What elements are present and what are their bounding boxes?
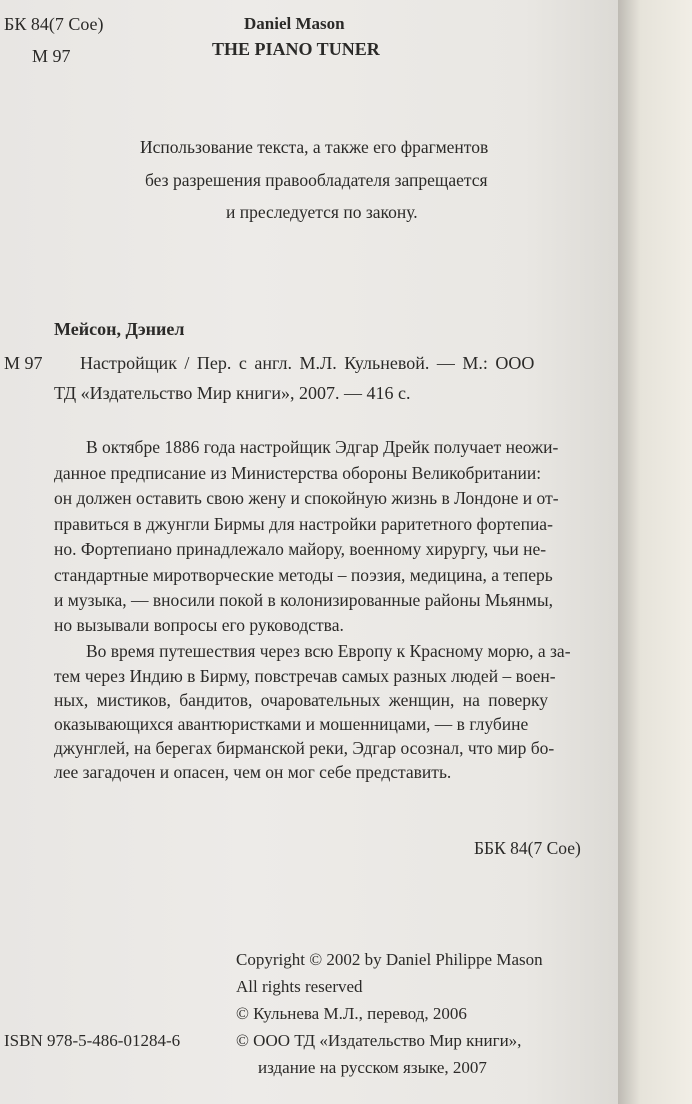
annotation-p1-line-6: стандартные миротворческие методы – поэзия, медицина, а теперь (54, 565, 553, 585)
isbn: ISBN 978-5-486-01284-6 (4, 1031, 181, 1050)
notice-line-1: Использование текста, а также его фрагментов (140, 137, 489, 157)
annotation-p2-line-1: Во время путешествия через всю Европу к Красному морю, а за- (86, 641, 571, 661)
copyright-line-1: Copyright © 2002 by Daniel Philippe Mason (236, 950, 543, 969)
annotation-p1-line-4: правиться в джунгли Бирмы для настройки раритетного фортепиа- (54, 514, 553, 534)
annotation-p2-line-4: оказывающихся авантюристками и мошенницами, — в глубине (54, 714, 529, 734)
annotation-p2-line-5: джунглей, на берегах бирманской реки, Эдгар осознал, что мир бо- (54, 738, 555, 758)
notice-line-3: и преследуется по закону. (226, 202, 418, 222)
notice-line-2: без разрешения правообладателя запрещается (145, 170, 488, 190)
annotation-p2-line-6: лее загадочен и опасен, чем он мог себе представить. (54, 762, 452, 782)
annotation-p1-line-3: он должен оставить свою жену и спокойную жизнь в Лондоне и от- (54, 488, 559, 508)
copyright-line-3: © Кульнева М.Л., перевод, 2006 (236, 1004, 467, 1023)
annotation-p2-line-2: тем через Индию в Бирму, повстречав самых разных людей – воен- (54, 666, 556, 686)
biblio-author: Мейсон, Дэниел (54, 319, 185, 339)
copyright-line-5: издание на русском языке, 2007 (258, 1058, 487, 1077)
annotation-p2-line-3: ных, мистиков, бандитов, очаровательных женщин, на поверку (54, 690, 549, 710)
annotation-p1-line-5: но. Фортепиано принадлежало майору, военному хирургу, чьи не- (54, 539, 547, 559)
biblio-margin-code: М 97 (4, 353, 43, 373)
copyright-line-2: All rights reserved (236, 977, 363, 996)
annotation-p1-line-8: но вызывали вопросы его руководства. (54, 615, 344, 635)
biblio-line-2: ТД «Издательство Мир книги», 2007. — 416 с. (54, 383, 411, 403)
header-title: THE PIANO TUNER (212, 39, 380, 59)
annotation-p1-line-7: и музыка, — вносили покой в колонизированные районы Мьянмы, (54, 590, 553, 610)
biblio-line-1: Настройщик / Пер. с англ. М.Л. Кульневой. — М.: ООО (80, 353, 535, 373)
bbk-bottom: ББК 84(7 Сое) (474, 838, 581, 858)
copyright-line-4: © ООО ТД «Издательство Мир книги», (236, 1031, 522, 1050)
header-author: Daniel Mason (244, 14, 345, 33)
corner-bbk: БК 84(7 Сое) (4, 14, 104, 34)
annotation-p1-line-2: данное предписание из Министерства обороны Великобритании: (54, 463, 542, 483)
adjacent-page-edge (618, 0, 692, 1104)
annotation-p1-line-1: В октябре 1886 года настройщик Эдгар Дрейк получает неожи- (86, 437, 559, 457)
corner-code: М 97 (32, 46, 71, 66)
